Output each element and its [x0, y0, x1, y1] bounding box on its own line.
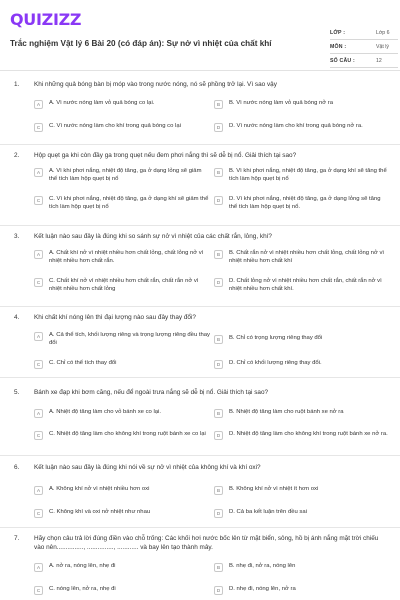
meta-row-subject [330, 40, 398, 54]
option-letter-box: D [214, 123, 223, 132]
option-text: B. Nhiệt độ tăng làm cho ruột bánh xe nở ra [229, 409, 344, 415]
option-text: C. Không khí và oxi nở nhiệt như nhau [49, 509, 151, 515]
worksheet-header [10, 10, 390, 64]
answer-option-d[interactable] [214, 360, 390, 376]
meta-value: 12 [376, 57, 382, 64]
option-text: C. Vì khi phơi nắng, nhiệt độ tăng, ga ở dạng khí sẽ giảm thể tích làm hộp quẹt bị nổ [49, 196, 209, 210]
answer-option-d[interactable] [214, 196, 390, 212]
option-letter-box: C [34, 431, 43, 440]
answer-option-c[interactable] [34, 123, 210, 139]
answer-option-b[interactable] [214, 100, 390, 116]
answer-option-b[interactable] [214, 563, 390, 579]
option-text: C. Vì nước nóng làm cho khí trong quả bóng co lại [49, 123, 181, 129]
option-text: A. Không khí nở vì nhiệt nhiều hơn oxi [49, 486, 150, 492]
answer-option-b[interactable] [214, 168, 390, 184]
answer-option-c[interactable] [34, 509, 210, 525]
option-letter-box: B [214, 250, 223, 259]
answer-option-c[interactable] [34, 431, 210, 447]
answer-option-a[interactable] [34, 409, 210, 425]
meta-key: LỚP : [330, 29, 346, 36]
meta-value: Lớp 6 [376, 29, 390, 36]
option-letter-box: A [34, 563, 43, 572]
option-letter-box: D [214, 196, 223, 205]
answer-option-b[interactable] [214, 335, 390, 351]
option-text: B. Chỉ có trọng lượng riêng thay đổi [229, 335, 323, 341]
option-text: D. Chất lỏng nở vì nhiệt nhiều hơn chất rắn, chất rắn nở vì nhiệt nhiều hơn chất khí. [229, 278, 382, 292]
answer-option-a[interactable] [34, 563, 210, 579]
option-text: A. nở ra, nóng lên, nhẹ đi [49, 563, 116, 569]
option-letter-box: B [214, 335, 223, 344]
answer-option-b[interactable] [214, 486, 390, 502]
question-divider [0, 306, 400, 307]
meta-value: Vật lý [376, 43, 389, 50]
option-letter-box: D [214, 509, 223, 518]
question-text: Hộp quẹt ga khi còn đầy ga trong quẹt nếu đem phơi nắng thì sẽ dễ bị nổ. Giải thích tại sao? [34, 152, 297, 159]
question-divider [0, 225, 400, 226]
answer-option-c[interactable] [34, 586, 210, 600]
answer-option-b[interactable] [214, 409, 390, 425]
option-letter-box: D [214, 278, 223, 287]
worksheet-title: Trắc nghiệm Vật lý 6 Bài 20 (có đáp án): Sự nở vì nhiệt của chất khí [10, 39, 272, 48]
answer-option-a[interactable] [34, 100, 210, 116]
answer-option-a[interactable] [34, 486, 210, 502]
question-text: Khi chất khí nóng lên thì đại lượng nào sau đây thay đổi? [34, 314, 196, 321]
question-divider [0, 527, 400, 528]
answer-option-d[interactable] [214, 123, 390, 139]
option-letter-box: C [34, 123, 43, 132]
option-text: B. Chất rắn nở vì nhiệt nhiều hơn chất lỏng, chất lỏng nở vì nhiệt nhiều hơn chất khí [229, 250, 385, 264]
option-letter-box: D [214, 431, 223, 440]
option-text: D. Vì nước nóng làm cho khí trong quả bóng nở ra. [229, 123, 363, 129]
option-letter-box: D [214, 360, 223, 369]
question-number: 7. [14, 535, 20, 542]
option-text: A. Cả thể tích, khối lượng riêng và trọng lượng riêng đều thay đổi [49, 332, 211, 346]
answer-option-c[interactable] [34, 278, 210, 294]
option-letter-box: B [214, 409, 223, 418]
option-text: A. Chất khí nở vì nhiệt nhiều hơn chất lỏng, chất lỏng nở vì nhiệt nhiều hơn chất rắn. [49, 250, 204, 264]
option-text: D. Cả ba kết luận trên đều sai [229, 509, 307, 515]
question-number: 5. [14, 389, 20, 396]
question-text: Kết luận nào sau đây là đúng khi nói về sự nở vì nhiệt của không khí và khí oxi? [34, 464, 261, 471]
option-text: D. Nhiệt độ tăng làm cho không khí trong ruột bánh xe nở ra. [229, 431, 388, 437]
answer-option-a[interactable] [34, 332, 210, 348]
option-letter-box: C [34, 278, 43, 287]
answer-option-c[interactable] [34, 196, 210, 212]
option-letter-box: C [34, 586, 43, 595]
option-text: A. Nhiệt độ tăng làm cho vỏ bánh xe co lại. [49, 409, 161, 415]
answer-option-d[interactable] [214, 509, 390, 525]
option-letter-box: B [214, 168, 223, 177]
option-letter-box: B [214, 486, 223, 495]
question-number: 6. [14, 464, 20, 471]
option-text: D. Chỉ có khối lượng riêng thay đổi. [229, 360, 322, 366]
option-text: B. Vì khi phơi nắng, nhiệt độ tăng, ga ở dạng khí sẽ tăng thể tích làm hộp quẹt bị nổ [229, 168, 387, 182]
answer-option-a[interactable] [34, 250, 210, 266]
answer-option-c[interactable] [34, 360, 210, 376]
question-text: Hãy chọn câu trả lời đúng điền vào chỗ trống: Các khối hơi nước bốc lên từ mặt biển, sông, hồ bị ánh nắng mặt trời chiếu vào nên..............., ..............., ............ và bay lên tạo thành mây. [34, 535, 379, 551]
option-text: C. Chỉ có thể tích thay đổi [49, 360, 117, 366]
option-letter-box: A [34, 486, 43, 495]
option-text: D. Vì khi phơi nắng, nhiệt độ tăng, ga ở dạng lỏng sẽ tăng thể tích làm hộp quẹt bị nổ. [229, 196, 381, 210]
option-text: A. Vì nước nóng làm vỏ quả bóng co lại. [49, 100, 155, 106]
meta-row-question-count [330, 54, 398, 68]
meta-row-class [330, 26, 398, 40]
option-letter-box: A [34, 250, 43, 259]
option-text: C. Nhiệt độ tăng làm cho không khí trong ruột bánh xe co lại [49, 431, 206, 437]
option-letter-box: D [214, 586, 223, 595]
option-text: B. Vì nước nóng làm vỏ quả bóng nở ra [229, 100, 334, 106]
worksheet-meta [330, 26, 398, 68]
meta-key: MÔN : [330, 43, 347, 50]
option-letter-box: B [214, 100, 223, 109]
option-text: D. nhẹ đi, nóng lên, nở ra [229, 586, 296, 592]
question-text: Kết luận nào sau đây là đúng khi so sánh sự nở vì nhiệt của các chất rắn, lỏng, khí? [34, 233, 272, 240]
question-text: Khi những quả bóng bàn bị móp vào trong nước nóng, nó sẽ phồng trở lại. Vì sao vậy [34, 81, 277, 88]
option-text: C. Chất khí nở vì nhiệt nhiều hơn chất rắn, chất rắn nở vì nhiệt nhiều hơn chất lỏng [49, 278, 199, 292]
answer-option-d[interactable] [214, 278, 390, 294]
question-number: 2. [14, 152, 20, 159]
option-text: A. Vì khi phơi nắng, nhiệt độ tăng, ga ở dạng lỏng sẽ giảm thể tích làm hộp quẹt bị nổ [49, 168, 202, 182]
meta-key: SỐ CÂU : [330, 57, 355, 64]
question-text: Bánh xe đạp khi bơm căng, nếu để ngoài trưa nắng sẽ dễ bị nổ. Giải thích tại sao? [34, 389, 269, 396]
question-number: 3. [14, 233, 20, 240]
option-text: B. Không khí nở vì nhiệt ít hơn oxi [229, 486, 319, 492]
option-letter-box: C [34, 360, 43, 369]
option-letter-box: C [34, 509, 43, 518]
question-divider [0, 377, 400, 378]
option-text: B. nhẹ đi, nở ra, nóng lên [229, 563, 296, 569]
option-letter-box: A [34, 409, 43, 418]
question-number: 1. [14, 81, 20, 88]
answer-option-a[interactable] [34, 168, 210, 184]
quizizz-logo: QUIZIZZ [10, 10, 82, 29]
option-letter-box: C [34, 196, 43, 205]
option-text: C. nóng lên, nở ra, nhẹ đi [49, 586, 116, 592]
option-letter-box: A [34, 332, 43, 341]
answer-option-b[interactable] [214, 250, 390, 266]
option-letter-box: A [34, 168, 43, 177]
question-number: 4. [14, 314, 20, 321]
option-letter-box: B [214, 563, 223, 572]
answer-option-d[interactable] [214, 586, 390, 600]
option-letter-box: A [34, 100, 43, 109]
header-divider [0, 70, 400, 71]
answer-option-d[interactable] [214, 431, 390, 447]
question-divider [0, 455, 400, 456]
question-divider [0, 144, 400, 145]
